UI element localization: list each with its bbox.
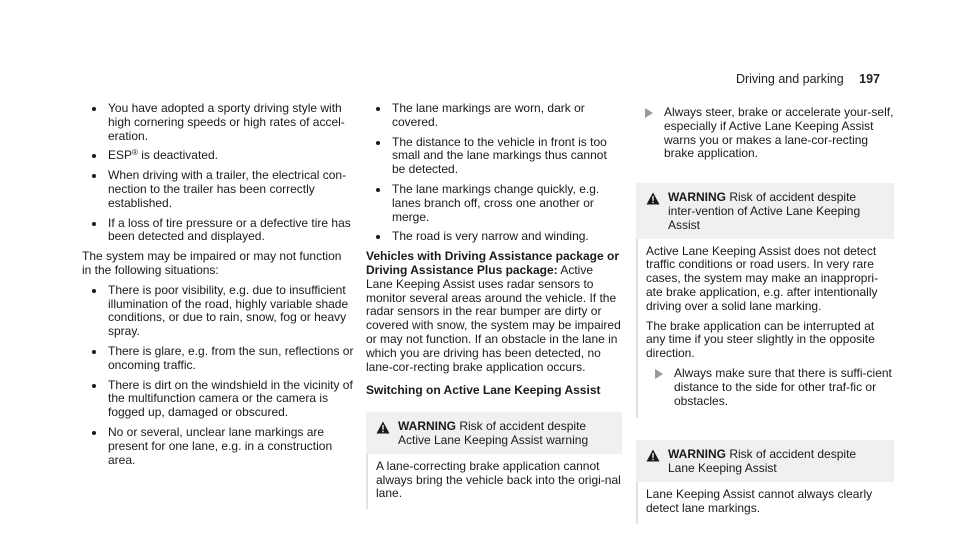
warning-box bbox=[366, 412, 622, 509]
tip-note bbox=[646, 367, 894, 408]
tip-text: Always steer, brake or accelerate your-self, especially if Active Lane Keeping Assist warns you or makes a lane-cor-recting brake application. bbox=[664, 105, 894, 161]
warning-title-block bbox=[668, 448, 884, 476]
registered-mark: ® bbox=[132, 148, 138, 158]
warning-text: Active Lane Keeping Assist does not detect traffic conditions or road users. In very rare cases, the system may make an inappropri-ate brake application, e.g. after intentionally driving over a solid lane marking. bbox=[646, 243, 879, 313]
arrow-icon bbox=[644, 108, 654, 118]
list-item: You have adopted a sporty driving style with high cornering speeds or high rates of accel-eration. bbox=[82, 102, 354, 143]
esp-label: ESP bbox=[108, 148, 133, 163]
warning-text: Lane Keeping Assist cannot always clearly detect lane markings. bbox=[646, 486, 873, 515]
impairment-intro: The system may be impaired or may not function in the following situations: bbox=[82, 249, 342, 277]
list-item: When driving with a trailer, the electrical con-nection to the trailer has been correctly established. bbox=[82, 169, 354, 210]
vehicles-heading: Vehicles with Driving Assistance package or Driving Assistance Plus package: bbox=[366, 249, 619, 277]
warning-icon bbox=[646, 449, 660, 462]
warning-title: Risk of accident despite inter-vention of Active Lane Keeping Assist bbox=[668, 190, 861, 232]
page-header bbox=[736, 72, 880, 86]
column-3 bbox=[636, 102, 894, 524]
warning-title: Risk of accident despite Active Lane Keeping Assist warning bbox=[398, 419, 589, 447]
warning-word: WARNING bbox=[668, 190, 726, 205]
condition-list bbox=[82, 102, 354, 244]
esp-text: is deactivated. bbox=[141, 148, 218, 163]
warning-text: A lane-correcting brake application cannot always bring the vehicle back into the origi-nal lane. bbox=[376, 458, 621, 501]
list-item: The lane markings change quickly, e.g. lanes branch off, cross one another or merge. bbox=[366, 183, 622, 224]
warning-body bbox=[366, 454, 622, 509]
switching-heading: Switching on Active Lane Keeping Assist bbox=[366, 383, 601, 398]
warning-body bbox=[636, 239, 894, 419]
warning-header bbox=[636, 440, 894, 482]
impairment-list-continued bbox=[366, 102, 622, 244]
column-1 bbox=[82, 102, 354, 473]
warning-icon bbox=[376, 421, 390, 434]
list-item: There is glare, e.g. from the sun, reflections or oncoming traffic. bbox=[82, 345, 354, 373]
warning-icon bbox=[646, 192, 660, 205]
warning-title-block bbox=[398, 420, 612, 448]
list-item: There is dirt on the windshield in the vicinity of the multifunction camera or the camera is fogged up, damaged or obscured. bbox=[82, 379, 354, 420]
warning-title: Risk of accident despite Lane Keeping Assist bbox=[668, 447, 857, 476]
list-item: If a loss of tire pressure or a defective tire has been detected and displayed. bbox=[82, 217, 354, 245]
warning-title-block bbox=[668, 191, 884, 232]
warning-word: WARNING bbox=[668, 447, 726, 462]
list-item: The lane markings are worn, dark or covered. bbox=[366, 102, 622, 130]
list-item: No or several, unclear lane markings are present for one lane, e.g. in a construction area. bbox=[82, 426, 354, 467]
warning-box bbox=[636, 440, 894, 523]
list-item: There is poor visibility, e.g. due to insufficient illumination of the road, highly variable shade conditions, or due to rain, snow, fog or heavy spray. bbox=[82, 284, 354, 339]
section-title: Driving and parking bbox=[735, 72, 844, 86]
tip-note bbox=[636, 106, 894, 161]
tip-text: Always make sure that there is suffi-cient distance to the side for other traf-fic or obstacles. bbox=[674, 365, 892, 408]
column-2 bbox=[366, 102, 622, 509]
list-item bbox=[82, 149, 354, 163]
warning-box bbox=[636, 183, 894, 418]
vehicles-paragraph bbox=[366, 250, 622, 374]
warning-word: WARNING bbox=[398, 419, 456, 434]
warning-header bbox=[636, 183, 894, 238]
warning-body bbox=[636, 482, 894, 524]
arrow-icon bbox=[654, 369, 664, 379]
warning-header bbox=[366, 412, 622, 454]
impairment-list bbox=[82, 284, 354, 468]
page-number: 197 bbox=[859, 72, 880, 86]
list-item: The distance to the vehicle in front is too small and the lane markings thus cannot be detected. bbox=[366, 136, 622, 177]
warning-text: The brake application can be interrupted at any time if you steer slightly in the opposite direction. bbox=[646, 318, 875, 361]
list-item: The road is very narrow and winding. bbox=[366, 230, 622, 244]
vehicles-text: Active Lane Keeping Assist uses radar sensors to monitor several areas around the vehicle. If the radar sensors in the rear bumper are dirty or covered with snow, the system may be impaired or may not function. If an obstacle in the lane in which you are driving has been detected, no lane-cor-recting brake application occurs. bbox=[366, 262, 621, 374]
